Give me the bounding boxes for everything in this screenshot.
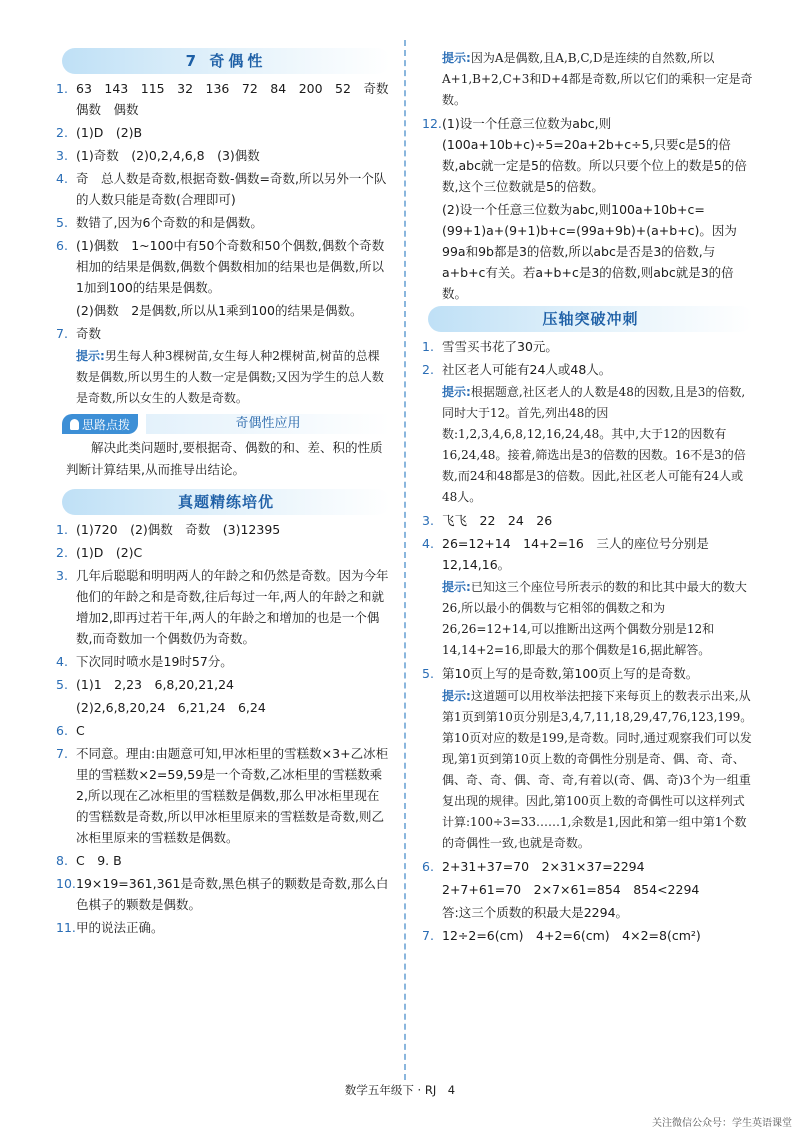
lightbulb-icon <box>70 419 79 430</box>
answer-item <box>62 697 390 718</box>
tip-title: 奇偶性应用 <box>146 414 390 434</box>
item-text: 甲的说法正确。 <box>76 920 164 935</box>
item-text: (1)1 2,23 6,8,20,21,24 <box>76 677 235 692</box>
answer-item <box>422 510 753 531</box>
hint-block <box>62 346 390 409</box>
item-text: (1)偶数 1~100中有50个奇数和50个偶数,偶数个奇数相加的结果是偶数,偶数个偶数相加的结果也是偶数,所以1加到100的结果是偶数。 <box>76 238 385 295</box>
hint-label: 提示: <box>442 51 471 65</box>
hint-block <box>428 577 753 661</box>
column-divider <box>404 40 406 1080</box>
item-number: 12. <box>422 116 442 131</box>
item-number: 8. <box>56 853 68 868</box>
item-text: 12÷2=6(cm) 4+2=6(cm) 4×2=8(cm²) <box>442 928 701 943</box>
item-number: 4. <box>56 654 68 669</box>
item-text: 不同意。理由:由题意可知,甲冰柜里的雪糕数×3+乙冰柜里的雪糕数×2=59,59是一个奇数,乙冰柜里的雪糕数乘2,所以现在乙冰柜里的雪糕数是偶数,那么甲冰柜里现在的雪糕数是奇数,所以甲冰柜里原来的雪糕数是奇数,则乙冰柜里原来的雪糕数是偶数。 <box>76 746 389 845</box>
answer-item <box>428 879 753 900</box>
answer-item <box>422 663 753 684</box>
answer-item <box>56 168 390 210</box>
item-text: C <box>76 723 85 738</box>
answer-item <box>56 145 390 166</box>
answer-list-challenge-d <box>422 856 753 946</box>
right-column <box>422 48 753 948</box>
answer-item <box>56 542 390 563</box>
item-number: 11. <box>56 920 76 935</box>
answer-item <box>56 212 390 233</box>
answer-item <box>56 873 390 915</box>
item-text: 飞飞 22 24 26 <box>442 513 553 528</box>
answer-item <box>56 323 390 344</box>
answer-item <box>428 902 753 923</box>
hint-block <box>428 382 753 508</box>
item-text: (1)D (2)B <box>76 125 143 140</box>
item-text: (2)偶数 2是偶数,所以从1乘到100的结果是偶数。 <box>76 303 363 318</box>
item-text: 奇数 <box>76 326 102 341</box>
answer-item <box>422 113 753 197</box>
hint-block <box>428 48 753 111</box>
hint-text: 这道题可以用枚举法把接下来每页上的数表示出来,从第1页到第10页分别是3,4,7,11,18,29,47,76,123,199。第10页对应的数是199,是奇数。同时,通过观察我们可以发现,第1页到第10页上数的奇偶性分别是奇、偶、奇、奇、偶、奇、奇、偶、奇、奇,有着以(奇、偶、奇)3个为一组重复出现的规律。因此,第100页上数的奇偶性可以这样列式计算:100÷3=33……1,余数是1,因此和第一组中第1个数的奇偶性一致,也就是奇数。 <box>442 689 753 850</box>
item-number: 2. <box>56 125 68 140</box>
item-number: 1. <box>422 339 434 354</box>
answer-item <box>56 519 390 540</box>
item-number: 4. <box>422 536 434 551</box>
item-number: 7. <box>56 746 68 761</box>
watermark-text: 关注微信公众号：学生英语课堂 <box>652 1118 792 1129</box>
answer-item <box>56 917 390 938</box>
page-footer: 数学五年级下 · RJ 4 <box>344 1083 456 1097</box>
item-text: 下次同时喷水是19时57分。 <box>76 654 233 669</box>
item-text: (1)720 (2)偶数 奇数 (3)12395 <box>76 522 281 537</box>
section-banner-practice: 真题精练培优 <box>62 489 390 515</box>
item-text: 雪雪买书花了30元。 <box>442 339 558 354</box>
item-number: 6. <box>56 723 68 738</box>
answer-item <box>422 359 753 380</box>
answer-item <box>422 925 753 946</box>
item-text: 奇 总人数是奇数,根据奇数-偶数=奇数,所以另外一个队的人数只能是奇数(合理即可) <box>76 171 387 207</box>
answer-item <box>56 743 390 848</box>
answer-list-challenge-c <box>422 663 753 684</box>
answer-item <box>422 336 753 357</box>
tip-badge <box>62 414 138 434</box>
item-text: (2)设一个任意三位数为abc,则100a+10b+c=(99+1)a+(9+1)b+c=(99a+9b)+(a+b+c)。因为99a和9b都是3的倍数,所以abc是否是3的倍数,与a+b+c有关。若a+b+c是3的倍数,则abc就是3的倍数。 <box>442 202 737 301</box>
answer-item <box>56 122 390 143</box>
item-number: 5. <box>56 215 68 230</box>
answer-item <box>62 300 390 321</box>
tip-body: 解决此类问题时,要根据奇、偶数的和、差、积的性质判断计算结果,从而推导出结论。 <box>66 440 383 477</box>
hint-text: 已知这三个座位号所表示的数的和比其中最大的数大26,所以最小的偶数与它相邻的偶数之和为26,26=12+14,可以推断出这两个偶数分别是12和14,14+2=16,即最大的那个偶数是16,据此解答。 <box>442 580 747 657</box>
item-text: (1)D (2)C <box>76 545 143 560</box>
item-text: C 9. B <box>76 853 122 868</box>
hint-label: 提示: <box>442 689 471 703</box>
item-number: 7. <box>56 326 68 341</box>
item-text: (1)奇数 (2)0,2,4,6,8 (3)偶数 <box>76 148 260 163</box>
hint-text: 男生每人种3棵树苗,女生每人种2棵树苗,树苗的总棵数是偶数,所以男生的人数一定是偶数;又因为学生的总人数是奇数,所以女生的人数是奇数。 <box>76 349 384 405</box>
item-number: 3. <box>422 513 434 528</box>
item-number: 1. <box>56 81 68 96</box>
hint-text: 因为A是偶数,且A,B,C,D是连续的自然数,所以A+1,B+2,C+3和D+4都是奇数,所以它们的乘积一定是奇数。 <box>442 51 753 107</box>
answer-item <box>56 235 390 298</box>
hint-label: 提示: <box>76 349 105 363</box>
hint-text: 根据题意,社区老人的人数是48的因数,且是3的倍数,同时大于12。首先,列出48的因数:1,2,3,4,6,8,12,16,24,48。其中,大于12的因数有16,24,48。接着,筛选出是3的倍数的因数。16不是3的倍数,而24和48都是3的倍数。因此,社区老人可能有24人或48人。 <box>442 385 746 504</box>
item-text: 63 143 115 32 136 72 84 200 52 奇数 偶数 偶数 <box>76 81 401 117</box>
answer-item <box>428 199 753 304</box>
answer-item <box>56 651 390 672</box>
answer-item <box>56 565 390 649</box>
hint-block <box>428 686 753 854</box>
item-number: 5. <box>56 677 68 692</box>
item-number: 3. <box>56 568 68 583</box>
item-text: (2)2,6,8,20,24 6,21,24 6,24 <box>76 700 266 715</box>
answer-item <box>422 856 753 877</box>
answer-item <box>56 720 390 741</box>
item-text: 2+31+37=70 2×31×37=2294 <box>442 859 645 874</box>
answer-list-practice <box>56 519 390 938</box>
item-text: 第10页上写的是奇数,第100页上写的是奇数。 <box>442 666 699 681</box>
answer-list-parity <box>56 78 401 344</box>
item-text: 数错了,因为6个奇数的和是偶数。 <box>76 215 263 230</box>
tip-box <box>62 413 390 483</box>
item-number: 7. <box>422 928 434 943</box>
tip-header <box>62 413 390 435</box>
item-number: 4. <box>56 171 68 186</box>
item-text: 答:这三个质数的积最大是2294。 <box>442 905 629 920</box>
hint-label: 提示: <box>442 580 471 594</box>
item-number: 2. <box>422 362 434 377</box>
item-text: (1)设一个任意三位数为abc,则(100a+10b+c)÷5=20a+2b+c÷5,只要c是5的倍数,abc就一定是5的倍数。所以只要个位上的数是5的倍数,这个三位数就是5的倍数。 <box>442 116 747 194</box>
answer-list-continued <box>422 113 753 304</box>
item-number: 1. <box>56 522 68 537</box>
answer-item <box>56 674 390 695</box>
item-text: 几年后聪聪和明明两人的年龄之和仍然是奇数。因为今年他们的年龄之和是奇数,往后每过一年,两人的年龄之和就增加2,即再过若干年,两人的年龄之和增加的也是一个偶数,而奇数加一个偶数仍为奇数。 <box>76 568 389 646</box>
item-number: 5. <box>422 666 434 681</box>
section-banner-parity: 7 奇偶性 <box>62 48 390 74</box>
item-number: 3. <box>56 148 68 163</box>
section-banner-challenge: 压轴突破冲刺 <box>428 306 753 332</box>
answer-item <box>56 850 390 871</box>
item-number: 2. <box>56 545 68 560</box>
answer-list-challenge-b <box>422 510 753 575</box>
answer-item <box>422 533 753 575</box>
answer-item <box>56 78 401 120</box>
item-text: 社区老人可能有24人或48人。 <box>442 362 612 377</box>
answer-list-challenge-a <box>422 336 753 380</box>
item-text: 19×19=361,361是奇数,黑色棋子的颗数是奇数,那么白色棋子的颗数是偶数。 <box>76 876 389 912</box>
left-column <box>56 48 401 940</box>
item-number: 6. <box>56 238 68 253</box>
item-text: 26=12+14 14+2=16 三人的座位号分别是12,14,16。 <box>442 536 709 572</box>
item-text: 2+7+61=70 2×7×61=854 854<2294 <box>442 882 700 897</box>
tip-badge-label: 思路点拨 <box>82 417 131 432</box>
item-number: 10. <box>56 876 76 891</box>
hint-label: 提示: <box>442 385 471 399</box>
item-number: 6. <box>422 859 434 874</box>
